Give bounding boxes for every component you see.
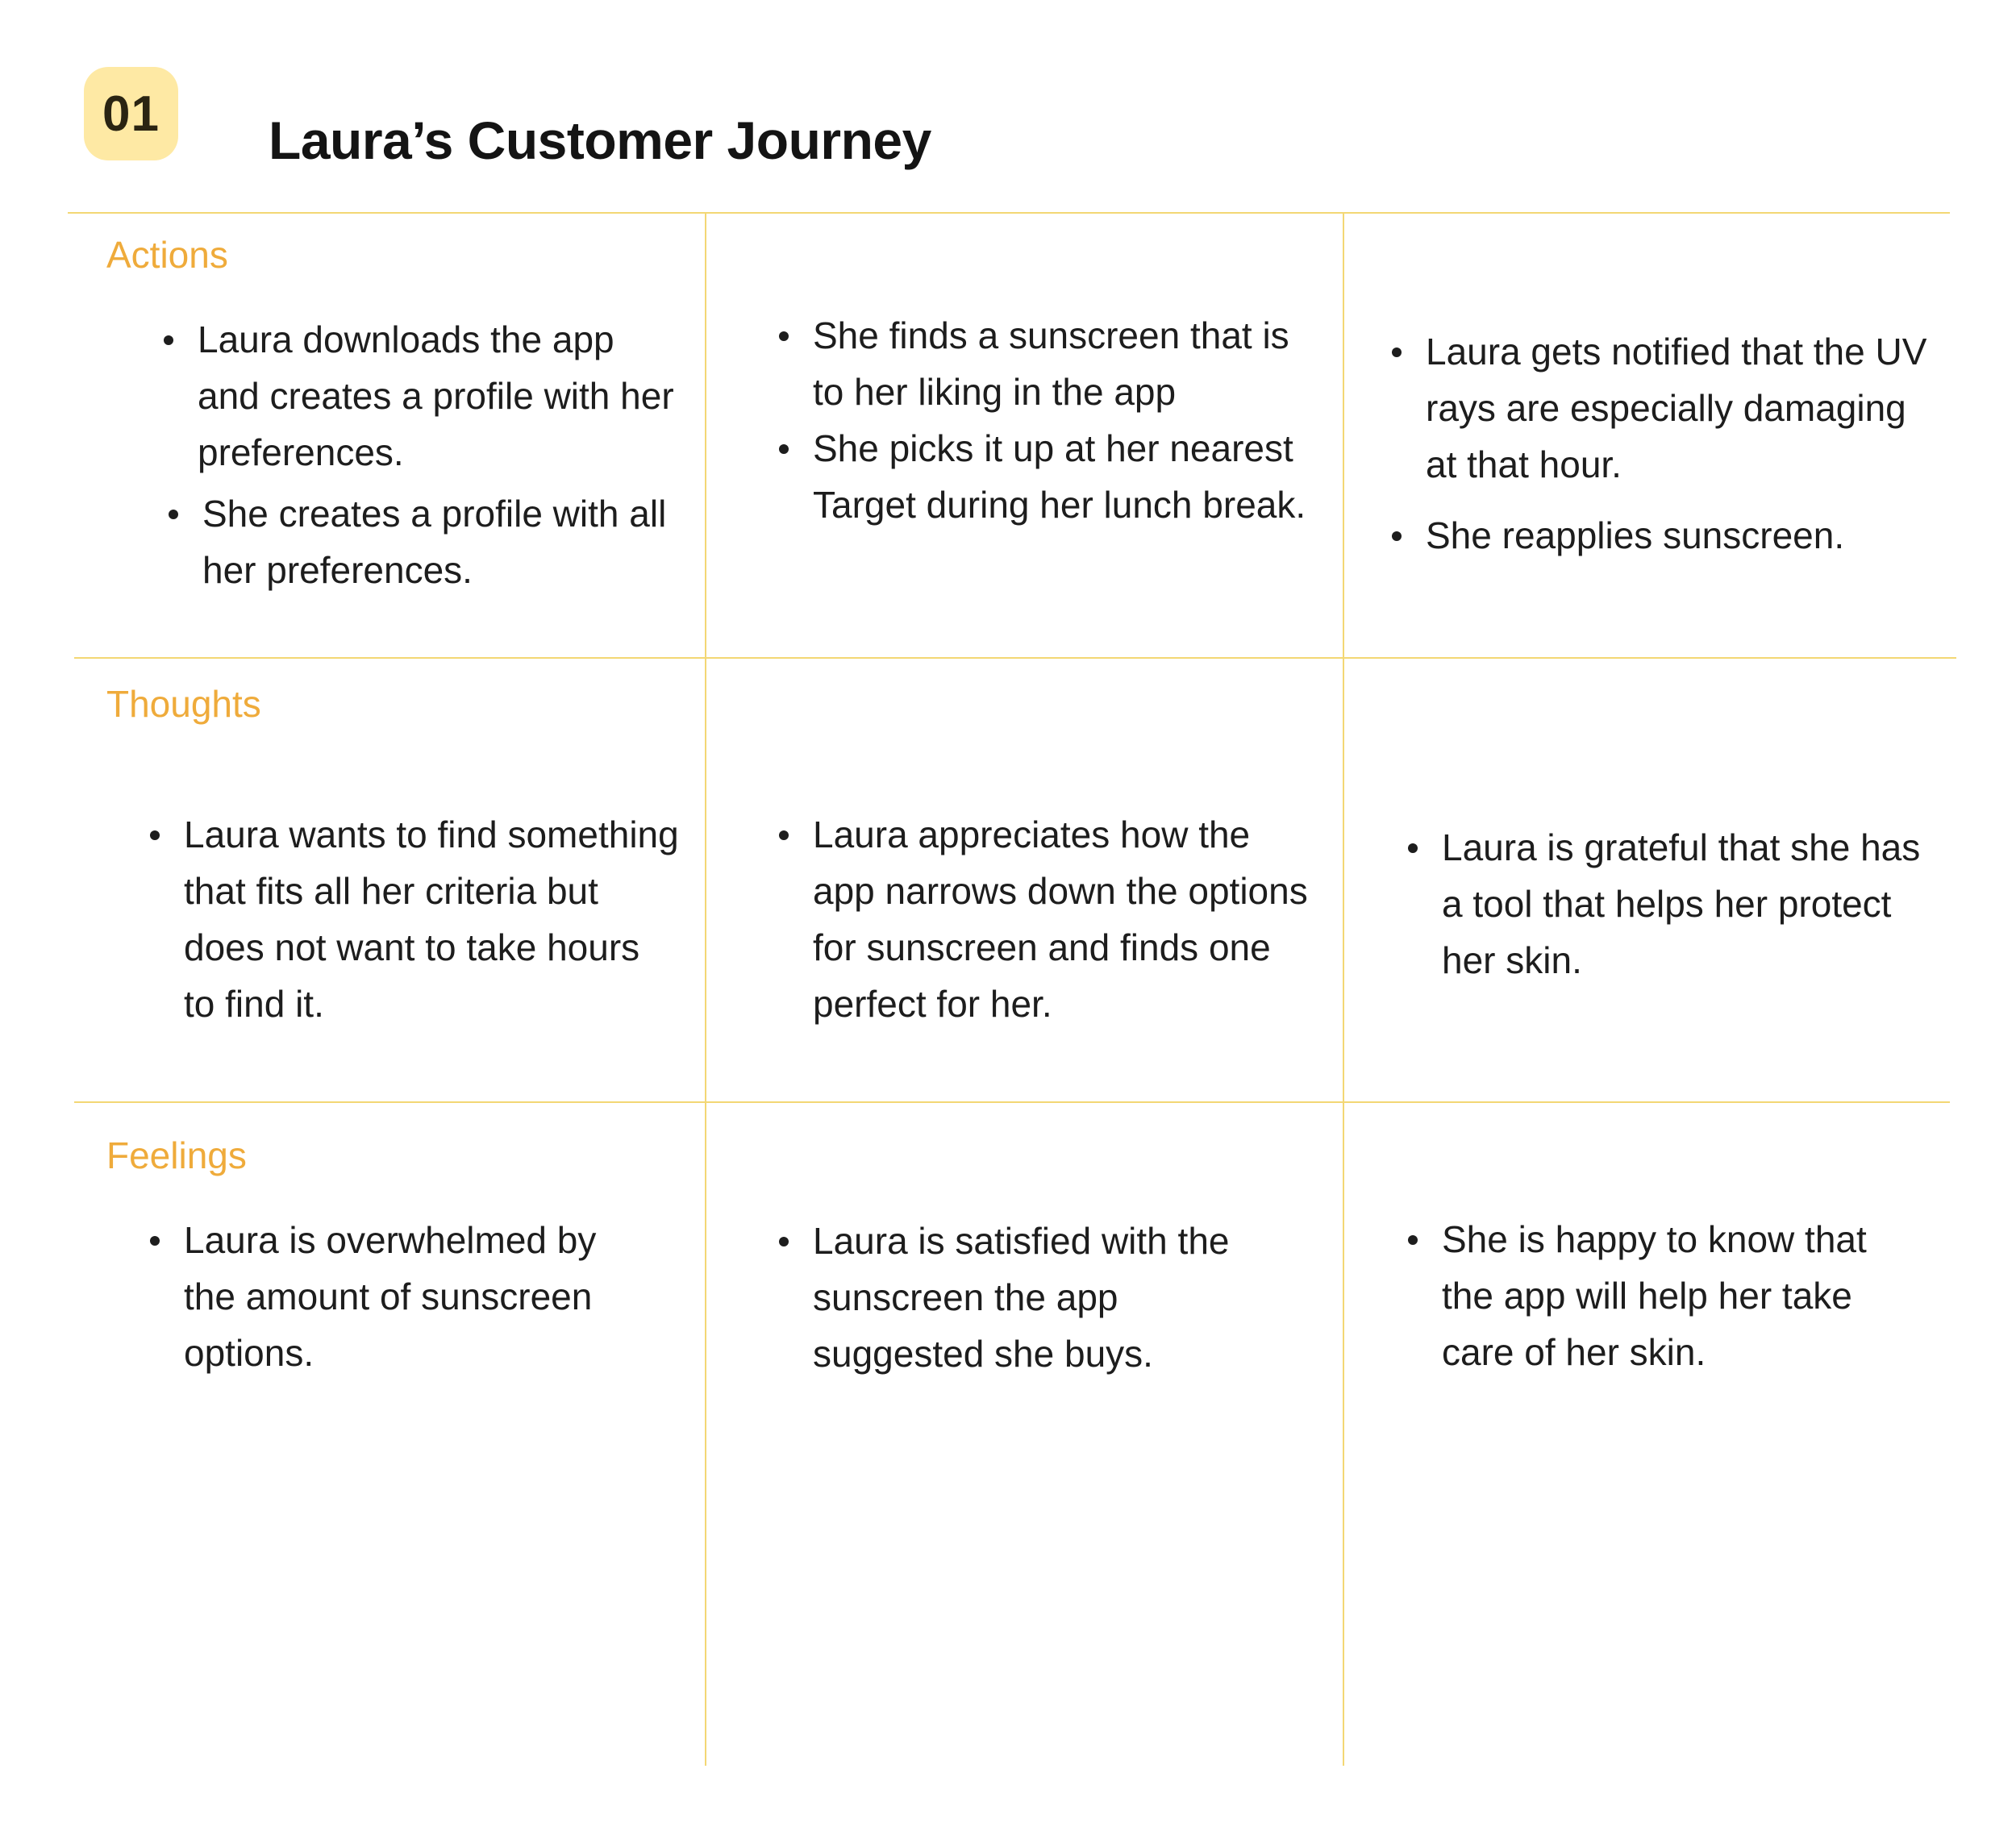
row-label-feelings: Feelings [106, 1134, 247, 1176]
list-item: Laura is grateful that she has a tool that helps her protect her skin. [1405, 819, 1921, 988]
list-item: She is happy to know that the app will help her take care of her skin. [1405, 1211, 1921, 1380]
step-number: 01 [102, 85, 160, 142]
actions-col-2-list [776, 307, 1308, 533]
page-title: Laura’s Customer Journey [269, 110, 931, 170]
list-item: Laura wants to find something that fits all her criteria but does not want to take hours to find it. [147, 806, 679, 1032]
list-item: Laura gets notified that the UV rays are especially damaging at that hour. [1389, 323, 1937, 493]
row-label-thoughts: Thoughts [106, 683, 261, 725]
thoughts-col-2-list [776, 806, 1308, 1032]
grid-line-col-1 [705, 212, 706, 1766]
list-item: Laura downloads the app and creates a profile with her preferences. [160, 311, 677, 481]
list-item: She picks it up at her nearest Target during her lunch break. [776, 420, 1308, 533]
grid-line-row-2 [74, 1101, 1950, 1103]
list-item: Laura appreciates how the app narrows down the options for sunscreen and finds one perfect for her. [776, 806, 1308, 1032]
step-number-badge [84, 67, 178, 160]
feelings-col-3-list [1405, 1211, 1921, 1380]
thoughts-col-3-list [1405, 819, 1921, 988]
list-item: She creates a profile with all her preferences. [165, 485, 677, 598]
grid-line-row-1 [74, 657, 1956, 659]
list-item: Laura is overwhelmed by the amount of sunscreen options. [147, 1212, 647, 1381]
grid-line-top [68, 212, 1950, 214]
list-item: She reapplies sunscreen. [1389, 507, 1937, 564]
list-item: Laura is satisfied with the sunscreen the app suggested she buys. [776, 1213, 1292, 1382]
actions-col-1-list [160, 311, 677, 598]
list-item: She finds a sunscreen that is to her liking in the app [776, 307, 1308, 420]
grid-line-col-2 [1343, 212, 1344, 1766]
actions-col-3-list [1389, 323, 1937, 564]
row-label-actions: Actions [106, 234, 228, 276]
feelings-col-2-list [776, 1213, 1292, 1382]
feelings-col-1-list [147, 1212, 647, 1381]
thoughts-col-1-list [147, 806, 679, 1032]
